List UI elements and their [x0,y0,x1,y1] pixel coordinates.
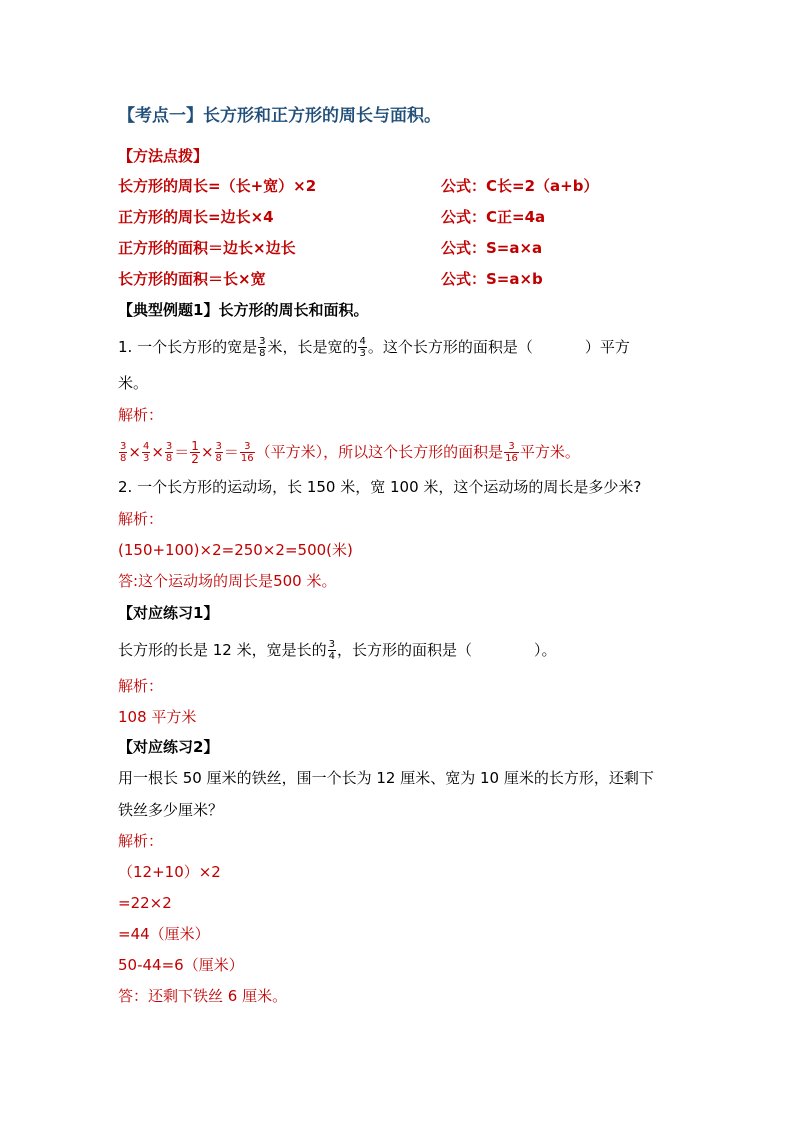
formula-rule-4: 长方形的面积＝长×宽 [118,270,266,288]
practice2-step-4: 50-44=6（厘米） [118,956,244,974]
practice1-question: 长方形的长是 12 米，宽是长的 $\frac{3}{4}$ ，长方形的面积是（ ）。 [118,639,557,662]
formula-1: 公式：C长=2（a+b） [441,177,599,195]
example1-question1 [118,336,630,359]
q1-text-3: 。这个长方形的面积是（ [367,338,533,356]
analysis-label: 解析： [118,406,164,424]
practice1-heading: 【对应练习1】 [118,604,219,622]
formula-4: 公式：S=a×b [441,270,543,288]
section-title: 【考点一】长方形和正方形的周长与面积。 [118,106,441,126]
formula-rule-2: 正方形的周长=边长×4 [118,208,274,226]
example1-question2: 2. 一个长方形的运动场，长 150 米，宽 100 米，这个运动场的周长是多少米? [118,478,642,496]
fraction: $\frac{3}{4}$ [328,639,335,662]
example1-q2-calculation: (150+100)×2=250×2=500(米) [118,541,353,559]
practice2-question-line1: 用一根长 50 厘米的铁丝，围一个长为 12 厘米、宽为 10 厘米的长方形，还剩下 [118,769,654,787]
q1-text-2: 米，长是宽的 [267,338,358,356]
analysis-label: 解析： [118,677,164,695]
formula-2: 公式：C正=4a [441,208,546,226]
practice2-answer: 答：还剩下铁丝 6 厘米。 [118,987,288,1005]
fraction: $\frac{3}{8}$ [259,336,266,359]
method-heading: 【方法点拨】 [118,147,209,165]
analysis-label: 解析： [118,832,164,850]
practice2-heading: 【对应练习2】 [118,738,219,756]
example1-heading: 【典型例题1】长方形的周长和面积。 [118,301,369,319]
formula-rule-3: 正方形的面积＝边长×边长 [118,239,296,257]
practice2-step-3: =44（厘米） [118,925,210,943]
example1-calculation: $\frac{3}{8}$ × $\frac{4}{3}$ × $\frac{3}{8}$ ＝ $\frac{1}{2}$ × $\frac{3}{8}$ ＝ $\frac{3}{16}$ （平方米），所以这个长方形的面积是 $\frac{3}{16}$ 平方米。 [120,439,580,466]
q1-text-1: 1. 一个长方形的宽是 [118,338,258,356]
formula-rule-1: 长方形的周长=（长+宽）×2 [118,177,317,195]
practice2-step-1: （12+10）×2 [118,863,221,881]
fraction: $\frac{4}{3}$ [359,336,366,359]
formula-3: 公式：S=a×a [441,239,543,257]
analysis-label: 解析： [118,510,164,528]
example1-q2-answer: 答:这个运动场的周长是500 米。 [118,572,337,590]
example1-question1-line2: 米。 [118,374,149,392]
q1-text-4: ）平方 [584,338,630,356]
practice1-answer: 108 平方米 [118,708,197,726]
practice2-question-line2: 铁丝多少厘米？ [118,801,224,819]
practice2-step-2: =22×2 [118,894,172,912]
